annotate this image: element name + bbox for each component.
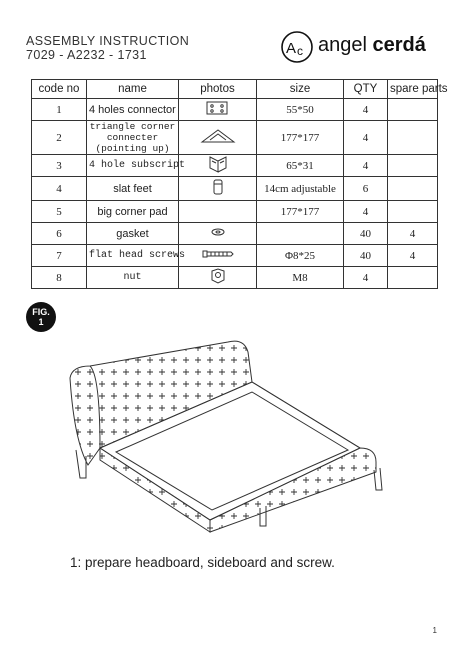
svg-text:c: c — [297, 44, 303, 58]
table-row: 6 gasket 40 4 — [32, 223, 438, 245]
title-line-2: 7029 - A2232 - 1731 — [26, 48, 147, 62]
table-row: 7 flat head screws Φ8*25 40 4 — [32, 245, 438, 267]
brand-logo — [280, 30, 450, 64]
slat-foot-icon — [179, 177, 257, 201]
corner-pad-photo-empty — [179, 201, 257, 223]
page-number: 1 — [432, 626, 437, 635]
figure-badge: FIG. 1 — [26, 302, 56, 332]
bracket-icon — [179, 155, 257, 177]
table-row: 2 triangle corner connecter (pointing up) 177*177 4 — [32, 121, 438, 155]
svg-text:A: A — [286, 40, 297, 57]
parts-table — [31, 79, 448, 289]
document-title — [26, 34, 189, 62]
col-code: code no — [32, 80, 87, 99]
nut-icon — [179, 267, 257, 289]
step-instruction: 1: prepare headboard, sideboard and screw. — [70, 555, 335, 570]
col-name: name — [87, 80, 179, 99]
col-spare: spare parts — [388, 80, 438, 99]
col-size: size — [257, 80, 344, 99]
logo-wordmark: angel cerdá — [318, 34, 426, 56]
title-line-1: ASSEMBLY INSTRUCTION — [26, 34, 190, 48]
col-photos: photos — [179, 80, 257, 99]
connector-plate-icon — [179, 99, 257, 121]
table-row: 8 nut M8 4 — [32, 267, 438, 289]
bed-frame-illustration — [60, 330, 400, 535]
gasket-icon — [179, 223, 257, 245]
table-row: 1 4 holes connector 55*50 4 — [32, 99, 438, 121]
col-qty: QTY — [344, 80, 388, 99]
screw-icon — [179, 245, 257, 267]
logo-monogram-icon — [280, 30, 314, 64]
triangle-corner-icon — [179, 121, 257, 155]
table-header-row — [32, 80, 438, 99]
table-row: 4 slat feet 14cm adjustable 6 — [32, 177, 438, 201]
table-row: 5 big corner pad 177*177 4 — [32, 201, 438, 223]
table-row: 3 4 hole subscript 65*31 4 — [32, 155, 438, 177]
